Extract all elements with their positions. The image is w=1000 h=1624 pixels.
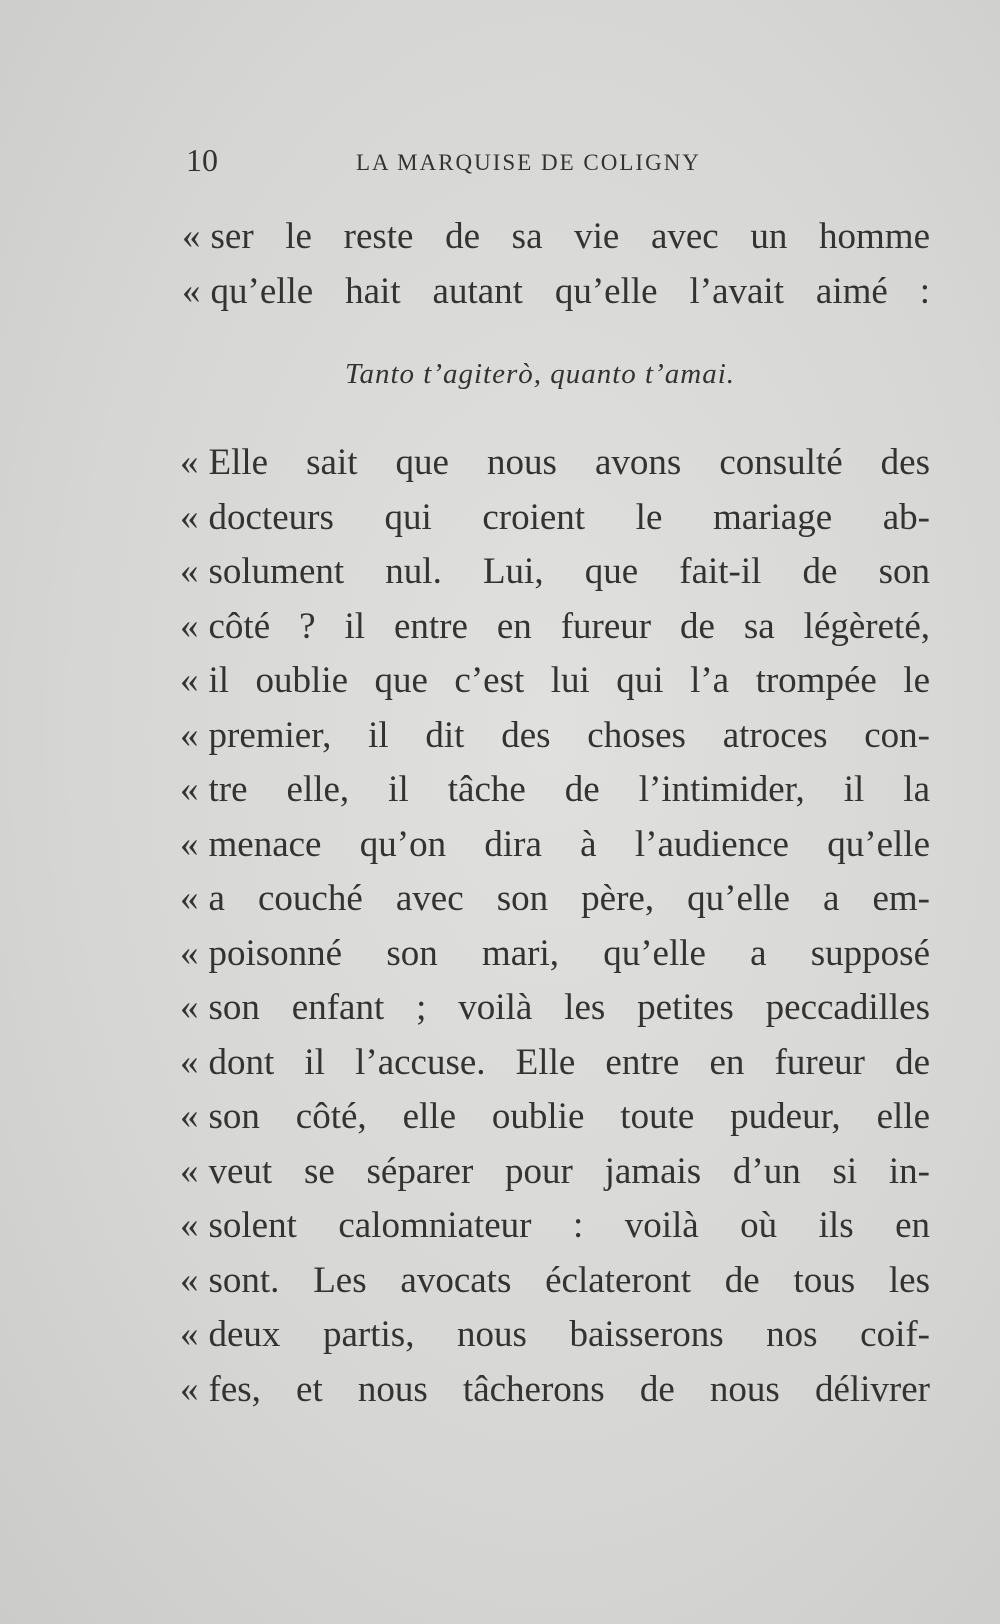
text-line	[180, 1368, 930, 1423]
quote-mark: «	[180, 1205, 199, 1246]
quote-mark: «	[180, 1150, 199, 1192]
line-text: ser le reste de sa vie avec un homme	[210, 216, 930, 257]
quote-mark: «	[180, 1314, 199, 1355]
text-line	[180, 496, 930, 551]
text-line	[182, 270, 930, 325]
quote-mark: «	[180, 823, 199, 865]
page-header	[186, 142, 928, 182]
quote-mark: «	[182, 270, 201, 312]
line-text: docteurs qui croient le mariage ab-	[208, 496, 930, 538]
line-text: veut se séparer pour jamais d’un si in-	[208, 1150, 930, 1192]
page-number: 10	[186, 142, 218, 178]
quote-mark: «	[180, 1041, 199, 1083]
line-text: a couché avec son père, qu’elle a em-	[208, 878, 930, 919]
line-text: solument nul. Lui, que fait-il de son	[208, 551, 930, 592]
quote-mark: «	[180, 660, 199, 701]
text-line	[180, 1041, 930, 1096]
line-text: dont il l’accuse. Elle entre en fureur de	[208, 1041, 930, 1083]
line-text: son côté, elle oublie toute pudeur, elle	[208, 1096, 930, 1137]
quote-mark: «	[180, 878, 199, 919]
quote-mark: «	[180, 1259, 199, 1301]
text-line	[180, 932, 930, 987]
quote-mark: «	[180, 442, 199, 483]
text-line	[180, 1259, 930, 1314]
text-line	[180, 441, 930, 496]
text-line	[180, 986, 930, 1041]
line-text: Elle sait que nous avons consulté des	[208, 442, 930, 483]
verse-quotation	[0, 358, 1000, 391]
quote-mark: «	[180, 769, 199, 810]
line-text: fes, et nous tâcherons de nous délivrer	[208, 1368, 930, 1410]
line-text: sont. Les avocats éclateront de tous les	[208, 1259, 930, 1301]
text-block-top	[182, 215, 930, 324]
line-text: son enfant ; voilà les petites peccadilles	[208, 987, 930, 1028]
text-line	[180, 1095, 930, 1150]
text-line	[180, 605, 930, 660]
quote-mark: «	[180, 496, 199, 538]
line-text: poisonné son mari, qu’elle a supposé	[208, 932, 930, 974]
line-text: deux partis, nous baisserons nos coif-	[208, 1314, 930, 1355]
quote-mark: «	[180, 605, 199, 647]
text-line	[180, 1204, 930, 1259]
line-text: solent calomniateur : voilà où ils en	[208, 1205, 930, 1246]
text-line	[180, 877, 930, 932]
quote-mark: «	[180, 551, 199, 592]
text-line	[180, 1150, 930, 1205]
quote-mark: «	[180, 987, 199, 1028]
text-line	[180, 714, 930, 769]
line-text: côté ? il entre en fureur de sa légèreté,	[208, 605, 930, 647]
line-text: tre elle, il tâche de l’intimider, il la	[208, 769, 930, 810]
quote-mark: «	[180, 714, 199, 756]
verse-text: Tanto t’agiterò, quanto t’amai.	[344, 358, 736, 390]
text-line	[182, 215, 930, 270]
quote-mark: «	[182, 216, 201, 257]
line-text: il oublie que c’est lui qui l’a trompée le	[208, 660, 930, 701]
line-text: menace qu’on dira à l’audience qu’elle	[208, 823, 930, 865]
text-block-main	[180, 441, 930, 1422]
text-line	[180, 768, 930, 823]
quote-mark: «	[180, 1368, 199, 1410]
text-line	[180, 823, 930, 878]
quote-mark: «	[180, 1096, 199, 1137]
line-text: premier, il dit des choses atroces con-	[208, 714, 930, 756]
text-line	[180, 1313, 930, 1368]
text-line	[180, 550, 930, 605]
quote-mark: «	[180, 932, 199, 974]
running-title: LA MARQUISE DE COLIGNY	[356, 150, 701, 175]
line-text: qu’elle hait autant qu’elle l’avait aimé :	[210, 270, 930, 312]
text-line	[180, 659, 930, 714]
